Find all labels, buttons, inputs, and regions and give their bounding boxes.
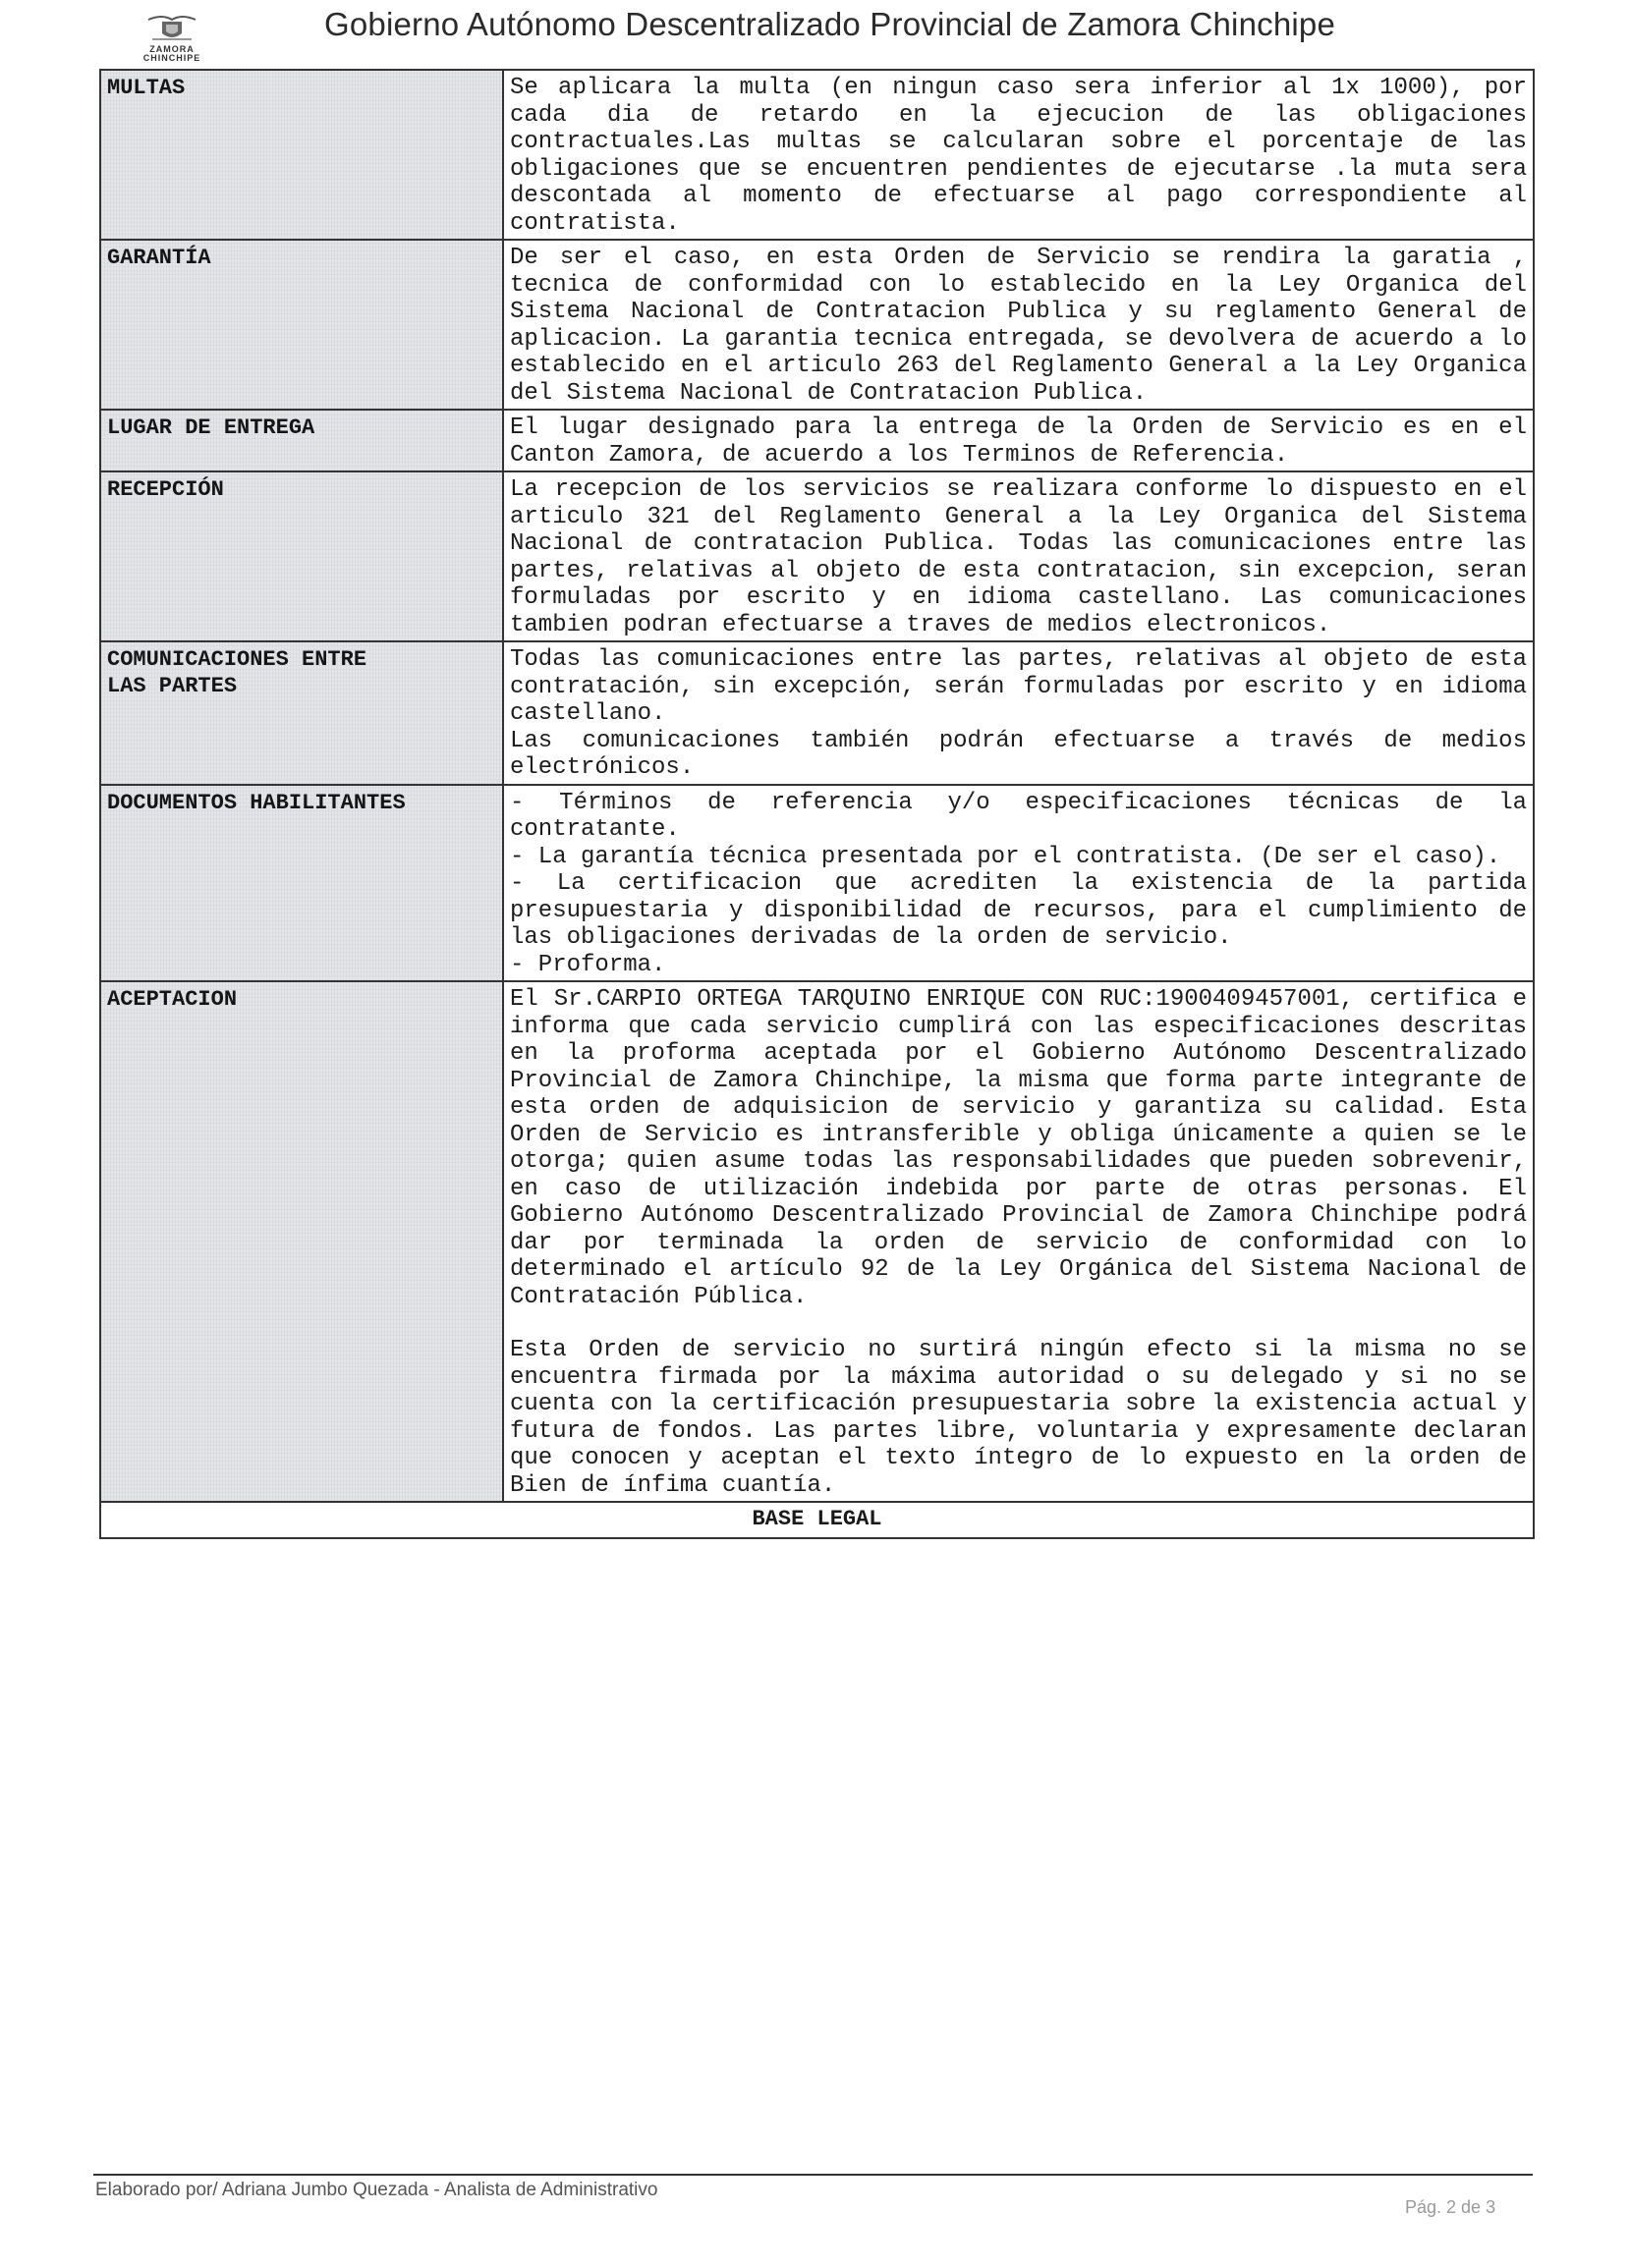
clause-table-body — [100, 70, 1534, 1538]
clause-label: ACEPTACION — [100, 981, 503, 1502]
contract-clauses-table — [99, 69, 1535, 1539]
clause-paragraph: El Sr.CARPIO ORTEGA TARQUINO ENRIQUE CON RUC:1900409457001, certifica e informa que cada servicio cumplirá con las especificaciones descritas en la proforma aceptada por el Gobierno Autónomo Descentralizado Provincial de Zamora Chinchipe, la misma que forma parte integrante de esta orden de adquisicion de servicio y garantiza su calidad. Esta Orden de Servicio es intransferible y obliga únicamente a quien se le otorga; quien asume todas las responsabilidades que pueden sobrevenir, en caso de utilización indebida por parte de otras personas. El Gobierno Autónomo Descentralizado Provincial de Zamora Chinchipe podrá dar por terminada la orden de servicio de conformidad con lo determinado el artículo 92 de la Ley Orgánica del Sistema Nacional de Contratación Pública. — [510, 986, 1527, 1310]
base-legal-row — [100, 1502, 1534, 1538]
clause-paragraph: Se aplicara la multa (en ningun caso sera inferior al 1x 1000), por cada dia de retardo en la ejecucion de las obligaciones contractuales.Las multas se calcularan sobre el porcentaje de las obligaciones que se encuentren pendientes de ejecutarse .la muta sera descontada al momento de efectuarse al pago correspondiente al contratista. — [510, 75, 1527, 237]
table-row — [100, 785, 1534, 982]
provincial-emblem-icon — [142, 10, 201, 45]
clause-text — [503, 981, 1534, 1502]
table-row — [100, 471, 1534, 641]
logo-text-zamora: ZAMORA — [149, 44, 195, 54]
table-row — [100, 410, 1534, 471]
page-number: Pág. 2 de 3 — [1405, 2197, 1496, 2217]
clause-text — [503, 240, 1534, 410]
clause-text — [503, 641, 1534, 785]
table-row — [100, 981, 1534, 1502]
clause-paragraph: De ser el caso, en esta Orden de Servicio se rendira la garatia , tecnica de conformidad con lo establecido en la Ley Organica del Sistema Nacional de Contratacion Publica y su reglamento General de aplicacion. La garantia tecnica entregada, se devolvera de acuerdo a lo establecido en el articulo 263 del Reglamento General a la Ley Organica del Sistema Nacional de Contratacion Publica. — [510, 245, 1527, 407]
table-row — [100, 70, 1534, 240]
clause-label: COMUNICACIONES ENTRE LAS PARTES — [100, 641, 503, 785]
clause-text — [503, 410, 1534, 471]
table-row — [100, 240, 1534, 410]
clause-paragraph: Todas las comunicaciones entre las partes, relativas al objeto de esta contratación, sin excepción, serán formuladas por escrito y en idioma castellano. Las comunicaciones también podrán efectuarse a través de medios electrónicos. — [510, 646, 1527, 781]
table-row — [100, 641, 1534, 785]
footer-divider — [93, 2174, 1533, 2176]
clause-label: RECEPCIÓN — [100, 471, 503, 641]
logo — [118, 10, 226, 69]
clause-paragraph: - Términos de referencia y/o especificaciones técnicas de la contratante. - La garantía técnica presentada por el contratista. (De ser el caso). - La certificacion que acrediten la existencia de la partida presupuestaria y disponibilidad de recursos, para el cumplimiento de las obligaciones derivadas de la orden de servicio. - Proforma. — [510, 789, 1527, 978]
clause-text — [503, 785, 1534, 982]
footer-author: Elaborado por/ Adriana Jumbo Quezada - Analista de Administrativo — [95, 2180, 658, 2200]
logo-text-chinchipe: CHINCHIPE — [142, 53, 201, 63]
base-legal-heading: BASE LEGAL — [100, 1502, 1534, 1538]
page-header-title: Gobierno Autónomo Descentralizado Provincial de Zamora Chinchipe — [324, 6, 1336, 42]
clause-label: GARANTÍA — [100, 240, 503, 410]
clause-paragraph: El lugar designado para la entrega de la Orden de Servicio es en el Canton Zamora, de acuerdo a los Terminos de Referencia. — [510, 415, 1527, 469]
clause-paragraph: Esta Orden de servicio no surtirá ningún efecto si la misma no se encuentra firmada por la máxima autoridad o su delegado y si no se cuenta con la certificación presupuestaria sobre la existencia actual y futura de fondos. Las partes libre, voluntaria y expresamente declaran que conocen y aceptan el texto íntegro de lo expuesto en la orden de Bien de ínfima cuantía. — [510, 1337, 1527, 1499]
clause-text — [503, 471, 1534, 641]
clause-label: MULTAS — [100, 70, 503, 240]
clause-label: DOCUMENTOS HABILITANTES — [100, 785, 503, 982]
clause-text — [503, 70, 1534, 240]
clause-paragraph: La recepcion de los servicios se realizara conforme lo dispuesto en el articulo 321 del Reglamento General a la Ley Organica del Sistema Nacional de contratacion Publica. Todas las comunicaciones entre las partes, relativas al objeto de esta contratacion, sin excepcion, seran formuladas por escrito y en idioma castellano. Las comunicaciones tambien podran efectuarse a traves de medios electronicos. — [510, 476, 1527, 638]
clause-label: LUGAR DE ENTREGA — [100, 410, 503, 471]
